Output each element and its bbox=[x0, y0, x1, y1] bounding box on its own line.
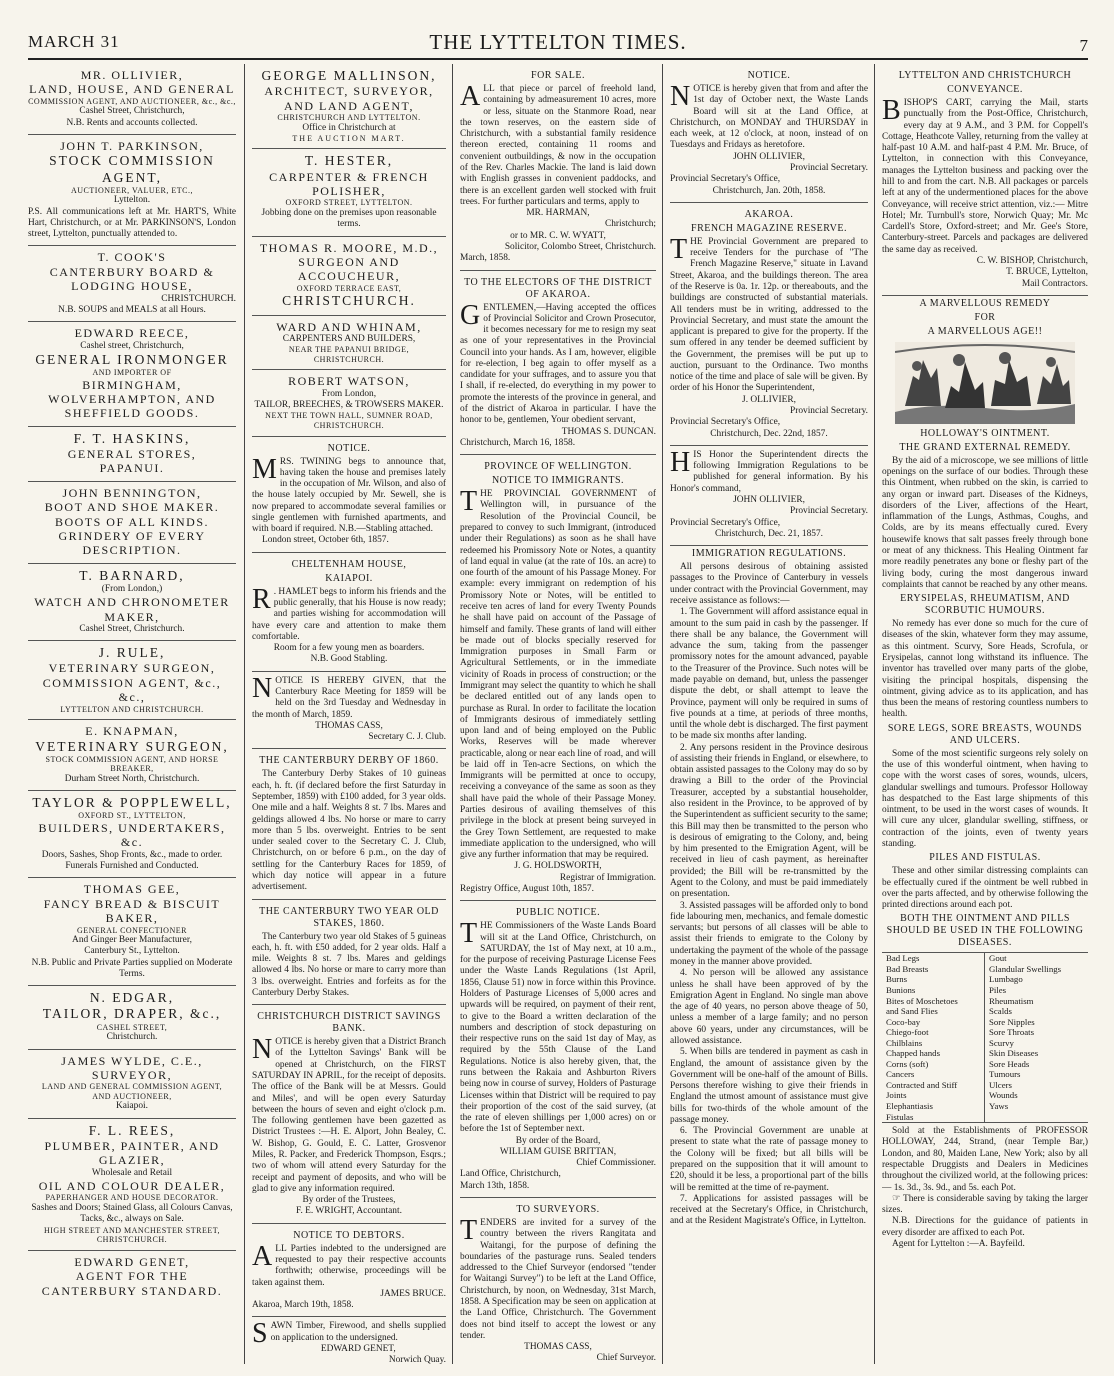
column-3 bbox=[460, 64, 656, 1364]
disease-item: Bad Breasts bbox=[886, 963, 929, 974]
disease-item: Scurvy bbox=[989, 1037, 1014, 1048]
disease-item: Chapped hands bbox=[886, 1048, 940, 1059]
disease-item: Yaws bbox=[989, 1101, 1009, 1111]
disease-item: Sore Heads bbox=[989, 1058, 1030, 1069]
column-2 bbox=[252, 64, 446, 1364]
diseases-table bbox=[882, 952, 1088, 1123]
column-rule bbox=[244, 64, 245, 1364]
issue-date: MARCH 31 bbox=[28, 32, 120, 51]
ad-electors-akaroa: TO THE ELECTORS OF THE DISTRICT OF AKAROA. GENTLEMEN,—Having accepted the offices of Provincial Solicitor and Crown Prosecutor, it becomes necessary for me to resign my seat as one of your representatives in the Provincial Council into your hands. As I am, however, eligible for re-election, I beg again to offer myself as a candidate for your suffrages, and to assure you that I shall, if re-elected, do everything in my power to promote the interests of the province in general, and of the district of Akaroa in particular. I have the honor to be, gentlemen, Your obedient servant, THOMAS S. DUNCAN. Christchurch, March 16, 1858. bbox=[460, 271, 656, 456]
column-1 bbox=[28, 64, 236, 1364]
column-4 bbox=[670, 64, 868, 1364]
ad-wylde: JAMES WYLDE, C.E., SURVEYOR, LAND AND GENERAL COMMISSION AGENT, AND AUCTIONEER, Kaiapoi. bbox=[28, 1050, 236, 1119]
ad-barnard: T. BARNARD, (From London,) WATCH AND CHRONOMETER MAKER, Cashel Street, Christchurch. bbox=[28, 564, 236, 642]
ad-holloway: A MARVELLOUS REMEDY FOR A MARVELLOUS AGE!! HOLLOWAY'S OINTMENT. THE GRAND EXTERNAL REMEDY. By the aid of a microscope, we see millions of little openings on the surface of our bodies. Through these this Ointment, when rubbed on the skin, is carried to any organ or inward part. Diseases of the Kidneys, disorders of the Liver, affections of the Heart, inflammation of the Lungs, Asthmas, Coughs, and Colds, are by its means effectually cured. Every housewife knows that salt passes freely through bone or meat of any thickness. This Healing Ointment far more readily penetrates any bone or fleshy part of the living body, curing the most dangerous inward complaints that cannot be reached by any other means. ERYSIPELAS, RHEUMATISM, AND SCORBUTIC HUMOURS. No remedy has ever done so much for the cure of diseases of the skin, whatever form they may assume, as this ointment. Scurvy, Sore Heads, Scrofula, or Erysipelas, cannot long withstand its influence. The inventor has travelled over many parts of the globe, visiting the principal hospitals, dispensing the ointment, giving advice as to its application, and has thus been the means of restoring countless numbers to health. SORE LEGS, SORE BREASTS, WOUNDS AND ULCERS. Some of the most scientific surgeons rely solely on the use of this wonderful ointment, when having to cope with the worst cases of sores, wounds, ulcers, glandular swellings and tumours. Professor Holloway has despatched to the East large shipments of this ointment, to be used in the worst cases of wounds. It will cure any ulcer, glandular swelling, stiffness, or contraction of the joints, even of twenty years standing. PILES AND FISTULAS. These and other similar distressing complaints can be effectually cured if the ointment be well rubbed in over the parts affected, and by otherwise following the printed directions around each pot. BOTH THE OINTMENT AND PILLS SHOULD BE USED IN THE FOLLOWING DISEASES. Bad Legs Bad Breasts Burns Bunions Bites of Moschetoes and Sand Flies Coco-bay Chiego-foot Chilblains Chapped hands Corns (soft) Cancers Contracted and Stiff Joints Elephantiasis Fistulas Gout Glandular Swellings Lumbago Piles Rheumatism Scalds Sore Nipples Sore Throats Scurvy Skin Diseases Sore Heads Tumours Ulcers Wounds Yaws Sold at the Establishments of PROFESSOR HOLLOWAY, 244, Strand, (near Temple Bar,) London, and 80, Maiden Lane, New York; also by all respectable Druggists and Dealers in Medicines throughout the civilized world, at the following prices:— 1s. 3d., 3s. 9d., and 5s. each Pot. ☞ There is considerable saving by taking the larger sizes. N.B. Directions for the guidance of patients in every disorder are affixed to each Pot. Agent for Lyttelton :—A. Bayfeild. bbox=[882, 297, 1088, 1249]
ad-rule: J. RULE, VETERINARY SURGEON, COMMISSION AGENT, &c., &c., LYTTELTON AND CHRISTCHURCH. bbox=[28, 641, 236, 720]
diseases-right-list bbox=[985, 953, 1088, 1122]
ad-edgar: N. EDGAR, TAILOR, DRAPER, &c., CASHEL STREET, Christchurch. bbox=[28, 986, 236, 1049]
ad-akaroa-reserve: AKAROA. FRENCH MAGAZINE RESERVE. THE Provincial Government are prepared to receive Tenders for the purchase of "The French Magazine Reserve," situate in Lavand Street, Akaroa, and the buildings thereon. The area of the Reserve is 0a. 1r. 12p. or thereabouts, and the buildings are constructed of substantial materials. All tenders must be in writing, addressed to the Provincial Secretary, and must state the amount the applicant is prepared to give for the property. If the sum offered in any tender be deemed sufficient by the Government, the premises will be put up to auction, pursuant to the Ordinance. Two months notice of the time and place of sale will be given. By order of his Honor the Superintendent, J. OLLIVIER, Provincial Secretary. Provincial Secretary's Office, Christchurch, Dec. 22nd, 1857. bbox=[670, 203, 868, 446]
ad-ollivier: MR. OLLIVIER, LAND, HOUSE, AND GENERAL COMMISSION AGENT, AND AUCTIONEER, &c., &c., Cashel Street, Christchurch, N.B. Rents and accounts collected. bbox=[28, 64, 236, 135]
ad-hester: T. HESTER, CARPENTER & FRENCH POLISHER, OXFORD STREET, LYTTELTON. Jobbing done on the premises upon reasonable terms. bbox=[252, 149, 446, 236]
disease-item: Rheumatism bbox=[989, 995, 1034, 1006]
ad-derby: THE CANTERBURY DERBY OF 1860. The Canterbury Derby Stakes of 10 guineas each, h. ft. (if declared before the first Saturday in September, 1859) with £100 added, for 3 year olds. One mile and a half. Weights 8 st. 7 lbs. Mares and geldings allowed 4 lbs. No horse or mare to carry more than 5 lbs. overweight. Entries to be sent under sealed cover to the Secretary C. J. Club, Christchurch, on or before 6 p.m., on the day of settling for the Canterbury Races for 1859, of which day notice will appear in a future advertisement. bbox=[252, 749, 446, 899]
disease-item: Joints bbox=[886, 1090, 907, 1101]
disease-item: Piles bbox=[989, 984, 1007, 995]
ad-cheltenham: CHELTENHAM HOUSE, KAIAPOI. R . HAMLET begs to inform his friends and the public generally, that his House is now ready; and parties wishing for accommodation will have every care and attention to make them comfortable. Room for a few young men as boarders. N.B. Good Stabling. bbox=[252, 553, 446, 672]
column-rule bbox=[452, 64, 453, 1364]
disease-item: Sore Nipples bbox=[989, 1016, 1035, 1027]
diseases-left-list bbox=[882, 953, 985, 1122]
ad-debtors: NOTICE TO DEBTORS. ALL Parties indebted to the undersigned are requested to pay their respective accounts forthwith; otherwise, proceedings will be taken against them. JAMES BRUCE. Akaroa, March 19th, 1858. bbox=[252, 1224, 446, 1318]
disease-item: and Sand Flies bbox=[886, 1006, 938, 1017]
ad-for-sale: FOR SALE. ALL that piece or parcel of freehold land, containing by admeasurement 10 acres, more or less, situate on the Stanmore Road, near the town reserves, on the eastern side of Christchurch, with a substantial family residence thereon erected, containing 11 rooms and convenient outbuildings, & now in the occupation of the Rev. Charles Mackie. The land is laid down with English grasses in convenient paddocks, and there is an excellent garden well stocked with fruit trees. For further particulars and terms, apply to MR. HARMAN, Christchurch; or to MR. C. W. WYATT, Solicitor, Colombo Street, Christchurch. March, 1858. bbox=[460, 64, 656, 271]
ad-savings-bank: CHRISTCHURCH DISTRICT SAVINGS BANK. NOTICE is hereby given that a District Branch of the Lyttelton Savings' Bank will be opened at Christchurch, on the FIRST SATURDAY IN APRIL, for the receipt of deposits. The office of the Bank will be at Messrs. Gould and Miles', and will be open every Saturday between the hours of seven and eight o'clock p.m. The following gentlemen have been gazetted as District Trustees :—H. E. Alport, John Bealey, C. W. Bishop, G. Gould, E. C. Latter, Grosvenor Miles, R. Packer, and Frederick Thompson, Esqrs.; two of whom will attend every Saturday for the receipt and payment of deposits, and who will be glad to give any information required. By order of the Trustees, F. E. WRIGHT, Accountant. bbox=[252, 1005, 446, 1224]
disease-item: Cancers bbox=[886, 1069, 915, 1080]
ad-reece: EDWARD REECE, Cashel street, Christchurch, GENERAL IRONMONGER AND IMPORTER OF BIRMINGHAM, WOLVERHAMPTON, AND SHEFFIELD GOODS. bbox=[28, 322, 236, 427]
ad-gee: THOMAS GEE, FANCY BREAD & BISCUIT BAKER, GENERAL CONFECTIONER And Ginger Beer Manufacturer, Canterbury St., Lyttelton. N.B. Public and Private Parties supplied on Moderate Terms. bbox=[28, 878, 236, 986]
disease-item: Glandular Swellings bbox=[989, 963, 1062, 974]
ad-race-meeting: NOTICE IS HEREBY GIVEN, that the Canterbury Race Meeting for 1859 will be held on the 3rd Tuesday and Wednesday in the month of March, 1859. THOMAS CASS, Secretary C. J. Club. bbox=[252, 672, 446, 750]
engraving-illustration bbox=[895, 342, 1075, 424]
ad-surveyors: TO SURVEYORS. TENDERS are invited for a survey of the country between the rivers Rangitata and Waitangi, for the purpose of defining the boundaries of the pasturage runs. Sealed tenders addressed to the Chief Surveyor (endorsed "tender for Waitangi Survey") to be left at the Land Office, Christchurch, by noon, on Wednesday, 31st March, 1858. A Specification may be seen on application at the Land Office, Christchurch. The Government does not bind itself to accept the lowest or any tender. THOMAS CASS, Chief Surveyor. bbox=[460, 1204, 656, 1364]
page-number: 7 bbox=[1079, 36, 1088, 55]
disease-item: Contracted and Stiff bbox=[886, 1079, 958, 1090]
ad-two-year-old: THE CANTERBURY TWO YEAR OLD STAKES, 1860. The Canterbury two year old Stakes of 5 guineas each, h. ft. with £50 added, for 2 year olds. Half a mile. Weights 8 st. 7 lbs. Mares and geldings allowed 4 lbs. No horse or mare to carry more than 3 lbs. overweight. Entries and forfeits as for the Canterbury Derby Stakes. bbox=[252, 900, 446, 1006]
newspaper-title: THE LYTTELTON TIMES. bbox=[429, 30, 687, 54]
column-5 bbox=[882, 64, 1088, 1364]
disease-item: Scalds bbox=[989, 1006, 1012, 1017]
column-rule bbox=[874, 64, 875, 1364]
ad-rees: F. L. REES, PLUMBER, PAINTER, AND GLAZIER, Wholesale and Retail OIL AND COLOUR DEALER, PAPERHANGER AND HOUSE DECORATOR. Sashes and Doors; Stained Glass, all Colours Canvas, Tacks, &c., always on Sale. HIGH STREET AND MANCHESTER STREET, CHRISTCHURCH. bbox=[28, 1119, 236, 1251]
disease-item: Gout bbox=[989, 953, 1007, 964]
ad-watson: ROBERT WATSON, From London, TAILOR, BREECHES, & TROWSERS MAKER. NEXT THE TOWN HALL, SUMNER ROAD, CHRISTCHURCH. bbox=[252, 370, 446, 436]
ad-wellington: PROVINCE OF WELLINGTON. NOTICE TO IMMIGRANTS. THE PROVINCIAL GOVERNMENT of Wellington will, in pursuance of the Resolution of the Provincial Council, be prepared to convey to such Immigrant, (introduced under their Regulations) as soon as he shall have redeemed his Promissory Note or Notes, a quantity of land equal in value (at the rate of 10s. an acre) to one fourth of the amount of his Passage Money. For example: every immigrant on redemption of his Promissory Note or Notes, will be entitled to receive ten acres of land for every Twenty Pounds he shall have paid on account of the Passage of himself and family. These grants of land will either be made out of blocks specially reserved for Immigration purposes in Small Farm or Agricultural Settlements, or in the immediate vicinity of Roads in process of construction; or the Immigrant may select the quantity to which he shall be declared entitled out of any lands open to purchase as Rural. In order to facilitate the location of Immigrants desirous of immediately settling upon land and of being employed on the Public Works, Reserves will be made wherever practicable, along or near each line of road, and will be laid off in Ten-acre Sections, on which the Immigrants will be permitted at once to occupy, receiving a conveyance of the same as soon as they shall have paid the whole of their Passage Money. Parties desirous of availing themselves of this privilege in the block at present being surveyed in the Grey Town Settlement, are requested to make immediate application to the undersigned, who will give any further information that may be required. J. G. HOLDSWORTH, Registrar of Immigration. Registry Office, August 10th, 1857. bbox=[460, 455, 656, 901]
disease-item: Chilblains bbox=[886, 1037, 923, 1048]
disease-item bbox=[987, 1112, 1086, 1123]
ad-ward-whinam: WARD AND WHINAM, CARPENTERS AND BUILDERS, NEAR THE PAPANUI BRIDGE, CHRISTCHURCH. bbox=[252, 316, 446, 371]
ad-twining: NOTICE. MRS. TWINING begs to announce that, having taken the house and premises lately in the occupation of Mr. Wilson, and also of the house lately occupied by Mr. Sewell, she is now prepared to accommodate several families or single gentlemen with furnished apartments, and with board if required. N.B.—Stabling attached. London street, October 6th, 1857. bbox=[252, 437, 446, 553]
ad-knapman: E. KNAPMAN, VETERINARY SURGEON, STOCK COMMISSION AGENT, AND HORSE BREAKER, Durham Street North, Christchurch. bbox=[28, 720, 236, 791]
disease-item: Chiego-foot bbox=[886, 1027, 929, 1038]
disease-item: Wounds bbox=[989, 1090, 1018, 1101]
disease-item: Tumours bbox=[989, 1069, 1021, 1080]
ad-public-notice: PUBLIC NOTICE. THE Commissioners of the Waste Lands Board will sit at the Land Office, Christchurch, on SATURDAY, the 1st of May next, at 10 a.m., for the purpose of receiving Pasturage License Fees under the Waste Lands Regulations (1st April, 1856, Clause 51) now in force within this Province. Holders of Pasturage Licenses of 5,000 acres and upwards will be required, on payment of their rent, to give to the Board a written declaration of the numbers and description of stock depasturing on their respective runs on the said 1st day of May, as required by the 55th Clause of the Land Regulations. Notice is also hereby given, that, the runs between the Rakaia and Ashburton Rivers being now in course of survey, Holders of Pasturage Licenses within that District will be required to pay their proportion of the cost of the said survey, (at the rate of eleven shillings per 1,000 acres) on or before the 1st of September next. By order of the Board, WILLIAM GUISE BRITTAN, Chief Commissioner. Land Office, Christchurch, March 13th, 1858. bbox=[460, 901, 656, 1198]
disease-item: Bad Legs bbox=[886, 953, 920, 964]
ad-cook: T. COOK'S CANTERBURY BOARD & LODGING HOUSE, CHRISTCHURCH. N.B. SOUPS and MEALS at all Hours. bbox=[28, 246, 236, 322]
disease-item: Lumbago bbox=[989, 974, 1023, 985]
disease-item: Corns (soft) bbox=[886, 1058, 929, 1069]
ad-immigration-regulations: IMMIGRATION REGULATIONS. All persons desirous of obtaining assisted passages to the Province of Canterbury in vessels under contract with the Provincial Government, may receive assistance as follows:— 1. The Government will afford assistance equal in amount to the sum paid in cash by the passenger. If there shall be any balance, the Government will advance the sum, taking from the passenger promissory notes for the amount advanced, payable to the Treasurer of the Province. Such notes will be made payable on demand, but, unless the passenger dispute the debt, or shall attempt to leave the Province, payment will only be required in sums of five pounds at a time, at periods of three months, until the whole debt is discharged. The first payment to be made six months after landing. 2. Any persons resident in the Province desirous of assisting their friends in England, or elsewhere, to obtain assisted passages to the Colony may do so by drawing a Bill to the order of the Provincial Treasurer, accepted by a substantial householder, also resident in the Province, to be approved of by the Superintendent as sufficient security to the same; this Bill may then be transmitted to the person who is desirous of emigrating to the Colony, and, being by him presented to the Emigration Agent, will be received in lieu of cash payment, as hereinafter provided; the Bill will be re-transmitted by the Agent to the Colony, and must be paid immediately on presentation. 3. Assisted passages will be afforded only to bond fide labouring men, mechanics, and female domestic servants; but persons of all classes will be able to assist their friends to emigrate to the Colony by undertaking the payment of the whole of the passage money in the manner above provided. 4. No person will be allowed any assistance unless he shall have been approved of by the Emigration Agent in England. No single man above the age of 40 years, no person above theage of 50, unless a member of a large family; and no person above 60 years, under any circumstances, will be allowed assistance. 5. When bills are tendered in payment as cash in England, the amount of assistance given by the Government will be one-half of the amount of Bills. Persons therefore wishing to give their friends in England the utmost amount of assistance must give bills for two-thirds of the whole amount of the passage money. 6. The Provincial Government are unable at present to state what the rate of passage money to the Colony will be fixed; but all bills will be prepared on the supposition that it will amount to £20, should it be less, a proportional part of the bills will be remitted at the time of re-payment. 7. Applications for assisted passages will be received at the Secretary's Office, in Christchurch, and at the Resident Magistrate's Office, in Lyttelton. bbox=[670, 548, 868, 1227]
disease-item: Elephantiasis bbox=[886, 1101, 933, 1111]
disease-item: Fistulas bbox=[886, 1111, 914, 1122]
ad-taylor: TAYLOR & POPPLEWELL, OXFORD ST., LYTTELTON, BUILDERS, UNDERTAKERS, &c. Doors, Sashes, Shop Fronts, &c., made to order. Funerals Furnished and Conducted. bbox=[28, 791, 236, 878]
ad-timber: SAWN Timber, Firewood, and shells supplied on application to the undersigned. EDWARD GENET, Norwich Quay. bbox=[252, 1318, 446, 1364]
masthead bbox=[28, 28, 1088, 60]
disease-item: Coco-bay bbox=[886, 1016, 921, 1027]
disease-item: Burns bbox=[886, 974, 908, 985]
ad-moore: THOMAS R. MOORE, M.D., SURGEON AND ACCOUCHEUR, OXFORD TERRACE EAST, CHRISTCHURCH. bbox=[252, 237, 446, 316]
ad-conveyance: LYTTELTON AND CHRISTCHURCH CONVEYANCE. BISHOP'S CART, carrying the Mail, starts punctually from the Post-Office, Christchurch, every day at 9 A.M., and 3 P.M. for Coppell's Cottage, Heathcote Valley, returning from the valley at half-past 10 A.M. and half-past 4 P.M. Mr. Bruce, of Lyttelton, in connection with this Conveyance, manages the Lyttelton business and packing over the hill to and from the cart. N.B. All packages or parcels left at any of the undermentioned places for the above Conveyance, will receive strict attention, viz.:— Mitre Hotel; Mr. Turnbull's store, Norwich Quay; Mr. Mc Cardell's Store, Oxford-street; and Mr. Gee's Store, Canterbury-street. Parcels and packages are delivered the same day as received. C. W. BISHOP, Christchurch, T. BRUCE, Lyttelton, Mail Contractors. bbox=[882, 64, 1088, 296]
disease-item: Bunions bbox=[886, 984, 916, 995]
ad-waste-lands-notice: NOTICE. NOTICE is hereby given that from and after the 1st day of October next, the Waste Lands Board will sit at the Land Office, at Christchurch, on MONDAY and THURSDAY in each week, at 12 o'clock, at noon, instead of on Tuesdays and Fridays as heretofore. JOHN OLLIVIER, Provincial Secretary. Provincial Secretary's Office, Christchurch, Jan. 20th, 1858. bbox=[670, 64, 868, 203]
ad-mallinson: GEORGE MALLINSON, ARCHITECT, SURVEYOR, AND LAND AGENT, CHRISTCHURCH AND LYTTELTON. Office in Christchurch at THE AUCTION MART. bbox=[252, 64, 446, 149]
disease-item: Skin Diseases bbox=[989, 1048, 1039, 1059]
ad-haskins: F. T. HASKINS, GENERAL STORES, PAPANUI. bbox=[28, 427, 236, 482]
column-rule bbox=[662, 64, 663, 1364]
ad-immigration-directions: HIS Honor the Superintendent directs the following Immigration Regulations to be published for general information. By his Honor's command, JOHN OLLIVIER, Provincial Secretary. Provincial Secretary's Office, Christchurch, Dec. 21, 1857. bbox=[670, 446, 868, 546]
disease-item: Ulcers bbox=[989, 1079, 1012, 1090]
disease-item: Sore Throats bbox=[989, 1027, 1035, 1038]
disease-item: Bites of Moschetoes bbox=[886, 995, 958, 1006]
ad-genet: EDWARD GENET, AGENT FOR THE CANTERBURY STANDARD. bbox=[41, 1254, 223, 1298]
ad-bennington: JOHN BENNINGTON, BOOT AND SHOE MAKER. BOOTS OF ALL KINDS. GRINDERY OF EVERY DESCRIPTION. bbox=[28, 482, 236, 564]
ad-parkinson: JOHN T. PARKINSON, STOCK COMMISSION AGENT, AUCTIONEER, VALUER, ETC., Lyttelton. P.S. All communications left at Mr. HART'S, White Hart, Christchurch, or at Mr. PARKINSON'S, London street, Lyttelton, punctually attended to. bbox=[28, 135, 236, 246]
